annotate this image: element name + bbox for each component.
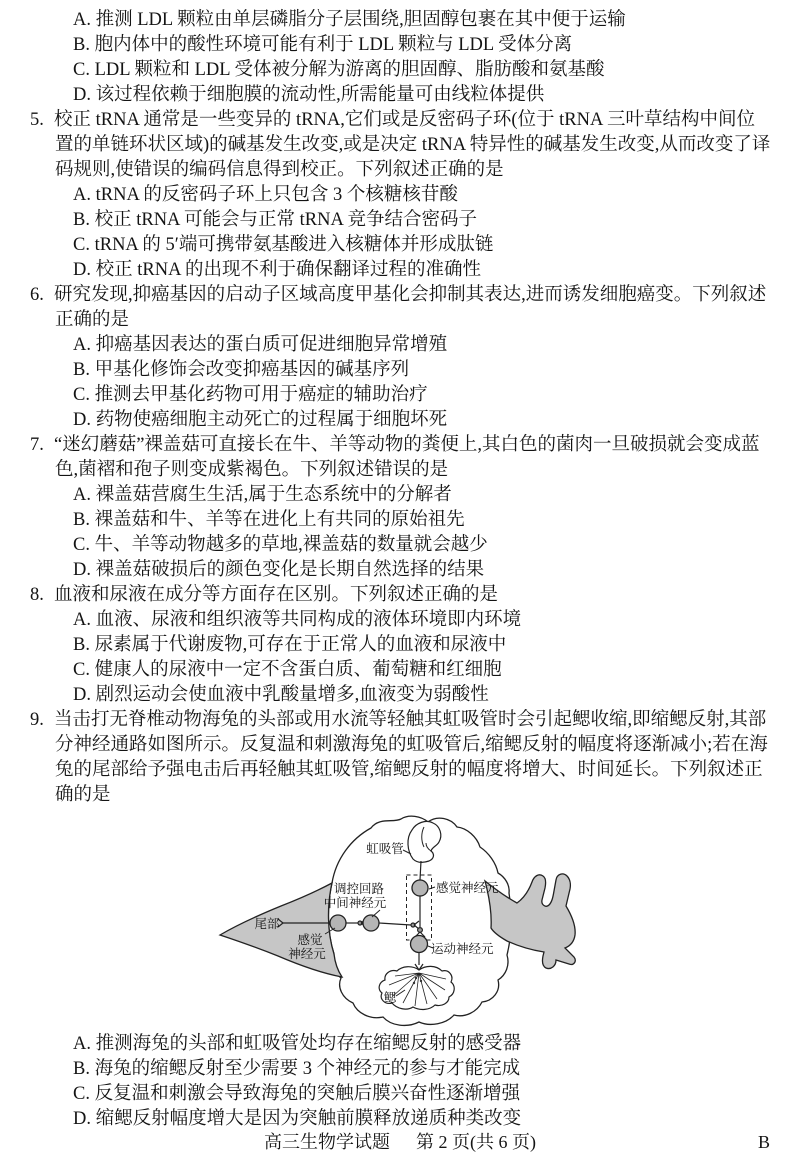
question-stem	[30, 583, 772, 608]
option-a: A. 推测海兔的头部和虹吸管处均存在缩鳃反射的感受器	[73, 1034, 522, 1054]
option-b: B. 裸盖菇和牛、羊等在进化上有共同的原始祖先	[73, 510, 465, 530]
option-a: A. 裸盖菇营腐生生活,属于生态系统中的分解者	[73, 485, 452, 505]
option-a: A. 推测 LDL 颗粒由单层磷脂分子层围绕,胆固醇包裹在其中便于运输	[73, 10, 626, 30]
motor-neuron-label: 运动神经元	[431, 942, 494, 956]
motor-neuron-circle	[411, 936, 428, 953]
question-stem	[30, 708, 772, 808]
question-text: 校正 tRNA 通常是一些变异的 tRNA,它们或是反密码子环(位于 tRNA 三叶草结构中间位置的单链环状区域)的碱基发生改变,或是决定 tRNA 特异性的碱基发生改变,从而改变了译码规则,使错误的编码信息得到校正。下列叙述正确的是	[54, 110, 771, 180]
option-d: D. 药物使癌细胞主动死亡的过程属于细胞坏死	[73, 410, 448, 430]
option-c: C. tRNA 的 5′端可携带氨基酸进入核糖体并形成肽链	[73, 235, 494, 255]
question-text: 研究发现,抑癌基因的启动子区域高度甲基化会抑制其表达,进而诱发细胞癌变。下列叙述正确的是	[54, 285, 767, 330]
option-a: A. 血液、尿液和组织液等共同构成的液体环境即内环境	[73, 610, 522, 630]
option-c: C. 反复温和刺激会导致海兔的突触后膜兴奋性逐渐增强	[73, 1084, 521, 1104]
footer-exam-title: 高三生物学试题	[264, 1132, 390, 1152]
question-4-options	[30, 8, 772, 108]
question-text: 血液和尿液在成分等方面存在区别。下列叙述正确的是	[54, 585, 499, 605]
question-number: 9.	[30, 710, 44, 730]
interneuron-label-line2: 中间神经元	[323, 896, 387, 910]
question-stem	[30, 283, 772, 333]
option-a: A. tRNA 的反密码子环上只包含 3 个核糖核苷酸	[73, 185, 458, 205]
siphon-label: 虹吸管	[366, 842, 404, 856]
question-stem	[30, 433, 772, 483]
sea-hare-diagram	[215, 813, 625, 1028]
question-text: “迷幻蘑菇”裸盖菇可直接长在牛、羊等动物的粪便上,其白色的菌肉一旦破损就会变成蓝色,菌褶和孢子则变成紫褐色。下列叙述错误的是	[54, 435, 760, 480]
paper-variant-letter: B	[757, 1132, 770, 1152]
footer-page-info: 第 2 页(共 6 页)	[416, 1132, 536, 1152]
interneuron-circle	[363, 915, 379, 931]
question-7	[30, 433, 772, 583]
option-b: B. 校正 tRNA 可能会与正常 tRNA 竞争结合密码子	[73, 210, 477, 230]
question-stem	[30, 108, 772, 183]
tail-sensory-neuron-circle	[330, 915, 346, 931]
option-b: B. 尿素属于代谢废物,可存在于正常人的血液和尿液中	[73, 635, 507, 655]
question-text: 当击打无脊椎动物海兔的头部或用水流等轻触其虹吸管时会引起鳃收缩,即缩鳃反射,其部分神经通路如图所示。反复温和刺激海兔的虹吸管后,缩鳃反射的幅度将逐渐减小;若在海兔的尾部给予强电击后再轻触其虹吸管,缩鳃反射的幅度将增大、时间延长。下列叙述正确的是	[54, 710, 768, 805]
option-b: B. 胞内体中的酸性环境可能有利于 LDL 颗粒与 LDL 受体分离	[73, 35, 573, 55]
option-a: A. 抑癌基因表达的蛋白质可促进细胞异常增殖	[73, 335, 448, 355]
sea-hare-neural-circuit-figure	[215, 813, 625, 1028]
option-c: C. 牛、羊等动物越多的草地,裸盖菇的数量就会越少	[73, 535, 488, 555]
page-footer	[0, 1130, 800, 1155]
siphon-sensory-neuron-circle	[412, 880, 428, 896]
option-c: C. 推测去甲基化药物可用于癌症的辅助治疗	[73, 385, 428, 405]
option-d: D. 校正 tRNA 的出现不利于确保翻译过程的准确性	[73, 260, 482, 280]
question-9	[30, 708, 772, 1132]
option-d: D. 裸盖菇破损后的颜色变化是长期自然选择的结果	[73, 560, 485, 580]
option-b: B. 甲基化修饰会改变抑癌基因的碱基序列	[73, 360, 410, 380]
option-d: D. 缩鳃反射幅度增大是因为突触前膜释放递质种类改变	[73, 1109, 522, 1129]
question-number: 8.	[30, 585, 44, 605]
tail-sensory-neuron-label-line2: 神经元	[288, 947, 326, 961]
tail-label: 尾部	[254, 917, 280, 931]
option-b: B. 海兔的缩鳃反射至少需要 3 个神经元的参与才能完成	[73, 1059, 521, 1079]
question-number: 7.	[30, 435, 44, 455]
option-c: C. 健康人的尿液中一定不含蛋白质、葡萄糖和红细胞	[73, 660, 502, 680]
siphon-sensory-neuron-label: 感觉神经元	[436, 881, 499, 895]
tail-sensory-neuron-label-line1: 感觉	[297, 933, 323, 947]
option-c: C. LDL 颗粒和 LDL 受体被分解为游离的胆固醇、脂肪酸和氨基酸	[73, 60, 605, 80]
interneuron-label-line1: 调控回路	[333, 882, 385, 896]
question-number: 6.	[30, 285, 44, 305]
gill-label: 鳃	[383, 991, 397, 1005]
option-d: D. 剧烈运动会使血液中乳酸量增多,血液变为弱酸性	[73, 685, 489, 705]
question-6	[30, 283, 772, 433]
question-8	[30, 583, 772, 708]
question-5	[30, 108, 772, 283]
question-number: 5.	[30, 110, 44, 130]
option-d: D. 该过程依赖于细胞膜的流动性,所需能量可由线粒体提供	[73, 85, 545, 105]
